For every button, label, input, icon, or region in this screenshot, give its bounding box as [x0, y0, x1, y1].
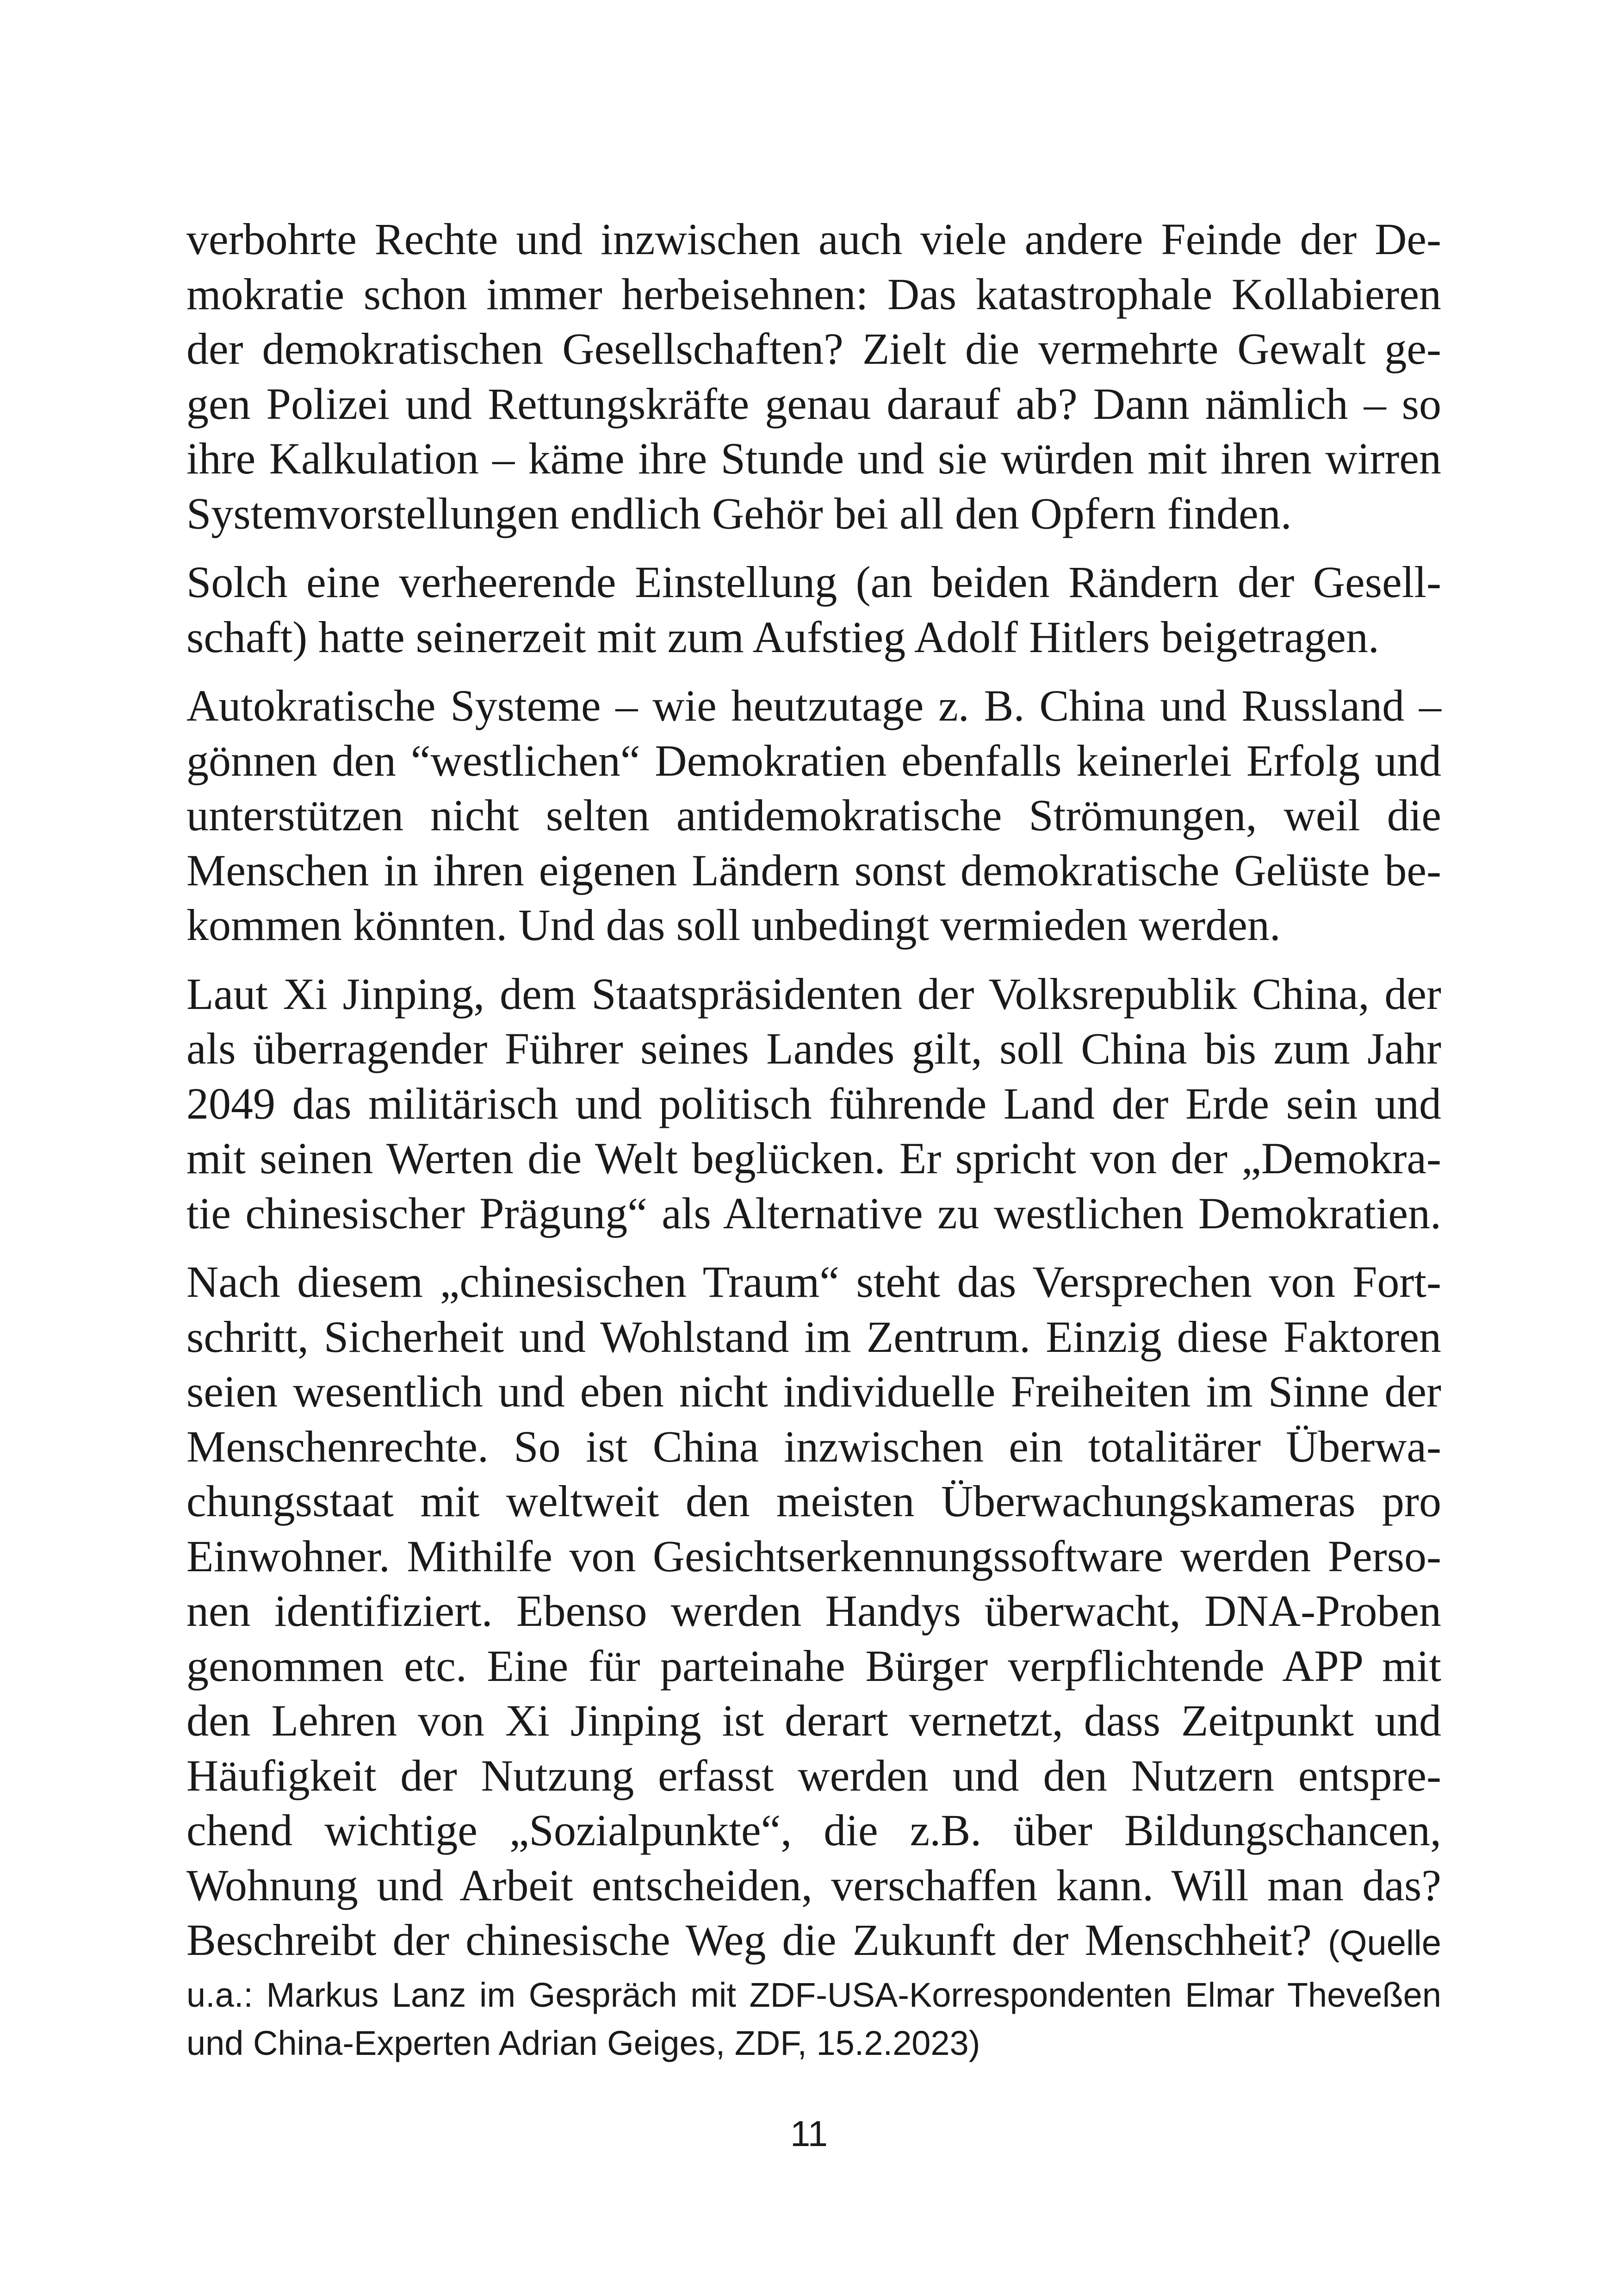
text-line: den Lehren von Xi Jinping ist derart vernetzt, dass Zeitpunkt und	[186, 1696, 1441, 1745]
text-line: chend wichtige „Sozialpunkte“, die z.B. über Bildungschancen,	[186, 1805, 1441, 1855]
text-line: Nach diesem „chinesischen Traum“ steht das Versprechen von Fort-	[186, 1257, 1441, 1307]
text-line: Wohnung und Arbeit entscheiden, verschaffen kann. Will man das?	[186, 1860, 1441, 1910]
text-line: ihre Kalkulation – käme ihre Stunde und sie würden mit ihren wirren	[186, 434, 1441, 483]
text-line: gönnen den “westlichen“ Demokratien ebenfalls keinerlei Erfolg und	[186, 735, 1441, 785]
text-line-with-source	[186, 1913, 1441, 1971]
text-line: Laut Xi Jinping, dem Staatspräsidenten der Volksrepublik China, der	[186, 969, 1441, 1019]
source-citation-start: (Quelle	[1328, 1923, 1442, 1963]
text-line: Menschen in ihren eigenen Ländern sonst demokratische Gelüste be-	[186, 845, 1441, 895]
text-line: Solch eine verheerende Einstellung (an beiden Rändern der Gesell-	[186, 557, 1441, 607]
paragraph-1	[186, 212, 1441, 541]
text-line: Menschenrechte. So ist China inzwischen ein totalitärer Überwa-	[186, 1421, 1441, 1471]
text-line-main: Beschreibt der chinesische Weg die Zukunft der Menschheit?	[186, 1915, 1312, 1965]
source-line: u.a.: Markus Lanz im Gespräch mit ZDF-USA-Korrespondenten Elmar Theveßen	[186, 1975, 1441, 2014]
body-text	[186, 212, 1441, 2067]
text-line: als überragender Führer seines Landes gilt, soll China bis zum Jahr	[186, 1024, 1441, 1073]
text-line: chungsstaat mit weltweit den meisten Überwachungskameras pro	[186, 1476, 1441, 1526]
paragraph-3	[186, 678, 1441, 953]
source-line: und China-Experten Adrian Geiges, ZDF, 15.2.2023)	[186, 2023, 980, 2062]
text-line: Autokratische Systeme – wie heutzutage z. B. China und Russland –	[186, 681, 1441, 730]
text-line: schaft) hatte seinerzeit mit zum Aufstieg Adolf Hitlers beigetragen.	[186, 612, 1379, 662]
paragraph-4	[186, 967, 1441, 1241]
paragraph-2	[186, 555, 1441, 665]
text-line: nen identifiziert. Ebenso werden Handys überwacht, DNA-Proben	[186, 1586, 1441, 1636]
source-citation	[186, 1971, 1441, 2067]
text-line: mokratie schon immer herbeisehnen: Das katastrophale Kollabieren	[186, 269, 1441, 319]
text-line: verbohrte Rechte und inzwischen auch viele andere Feinde der De-	[186, 214, 1441, 264]
text-line: kommen könnten. Und das soll unbedingt vermieden werden.	[186, 900, 1281, 950]
text-line: 2049 das militärisch und politisch führende Land der Erde sein und	[186, 1078, 1441, 1128]
text-line: mit seinen Werten die Welt beglücken. Er spricht von der „Demokra-	[186, 1133, 1441, 1183]
text-line: Einwohner. Mithilfe von Gesichtserkennungssoftware werden Perso-	[186, 1531, 1441, 1581]
text-line: Häufigkeit der Nutzung erfasst werden und den Nutzern entspre-	[186, 1750, 1441, 1800]
text-line: seien wesentlich und eben nicht individuelle Freiheiten im Sinne der	[186, 1367, 1441, 1416]
text-line: tie chinesischer Prägung“ als Alternative zu westlichen Demokratien.	[186, 1188, 1441, 1238]
paragraph-5	[186, 1255, 1441, 2067]
text-line: der demokratischen Gesellschaften? Zielt die vermehrte Gewalt ge-	[186, 324, 1441, 373]
text-line: gen Polizei und Rettungskräfte genau darauf ab? Dann nämlich – so	[186, 379, 1441, 429]
page-number: 11	[790, 2113, 828, 2154]
text-line: Systemvorstellungen endlich Gehör bei all den Opfern finden.	[186, 488, 1292, 538]
text-line: schritt, Sicherheit und Wohlstand im Zentrum. Einzig diese Faktoren	[186, 1312, 1441, 1362]
text-line: unterstützen nicht selten antidemokratische Strömungen, weil die	[186, 790, 1441, 840]
text-line: genommen etc. Eine für parteinahe Bürger verpflichtende APP mit	[186, 1641, 1441, 1691]
